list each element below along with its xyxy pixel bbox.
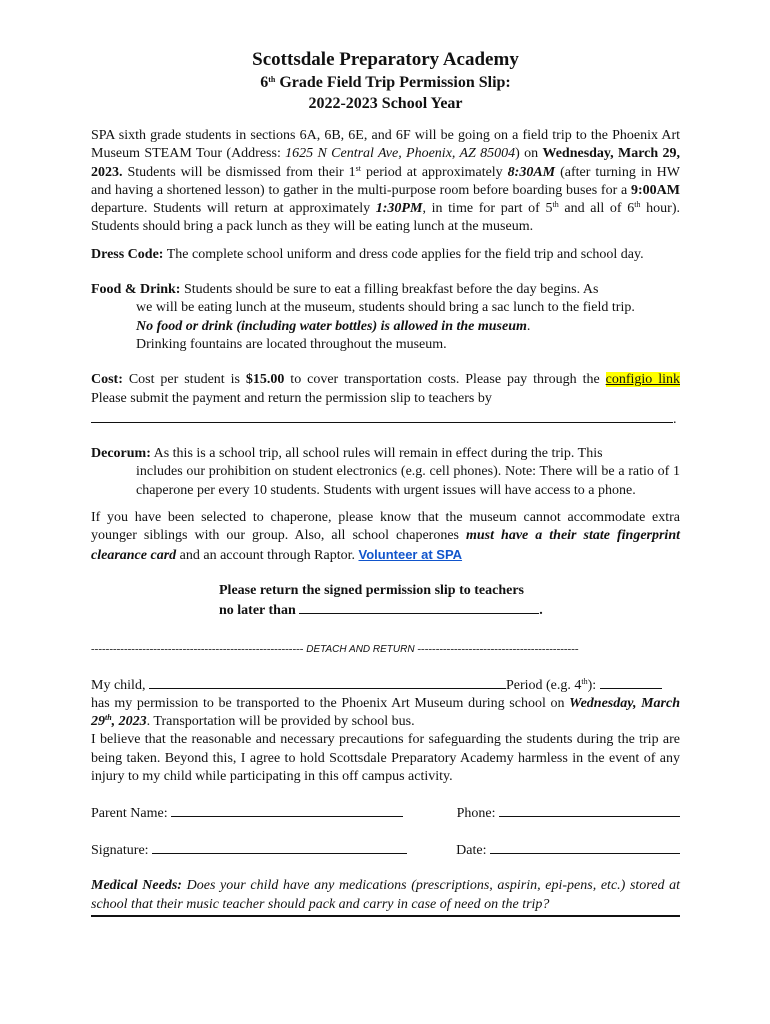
cost-paragraph: Cost: Cost per student is $15.00 to cover transportation costs. Please pay through the configio link Please submit the payment and return the permission slip to teachers by <box>91 372 680 406</box>
food-drink: Food & Drink: Students should be sure to eat a filling breakfast before the day begins. As we will be eating lunch at the museum, students should bring a sac lunch to the field trip. No food or drink (including water bottles) is allowed in the museum. Drinking fountains are located throughout the museum. <box>91 282 635 352</box>
phone-field[interactable] <box>499 803 680 817</box>
period-field[interactable] <box>600 675 662 689</box>
child-name-field[interactable] <box>149 675 506 689</box>
detach-line: ---------------------------------------------------------- DETACH AND RETURN -------------------------------------------- <box>91 642 579 655</box>
configio-link[interactable]: configio link <box>605 372 680 388</box>
school-name: Scottsdale Preparatory Academy <box>252 49 519 70</box>
consent-form: My child, Period (e.g. 4th): has my permission to be transported to the Phoenix Art Museum during school on Wednesday, March 29th, 2023. Transportation will be provided by school bus. I believe that the reasonable and necessary precautions for safeguarding the students during the trip are being taken. Beyond this, I agree to hold Scottsdale Preparatory Academy harmless in the event of any injury to my child while participating in this off campus activity. <box>91 676 680 785</box>
permission-slip <box>91 48 680 917</box>
date-field[interactable] <box>490 840 680 854</box>
medical-needs: Medical Needs: Does your child have any medications (prescriptions, aspirin, epi-pens, etc.) stored at school that their music teacher should pack and carry in case of need on the trip? <box>91 877 680 917</box>
volunteer-link[interactable]: Volunteer at SPA <box>358 546 463 562</box>
cost-deadline-blank: . <box>91 408 680 429</box>
parent-phone-row: Parent Name: Phone: <box>91 803 680 823</box>
signature-field[interactable] <box>152 840 407 854</box>
parent-name-field[interactable] <box>171 803 403 817</box>
intro-paragraph: SPA sixth grade students in sections 6A, 6B, 6E, and 6F will be going on a field trip to the Phoenix Art Museum STEAM Tour (Address: 1625 N Central Ave, Phoenix, AZ 85004) on Wednesday, March 29, 2023. Students will be dismissed from their 1st period at approximately 8:30AM (after turning in HW and having a shortened lesson) to gather in the multi-purpose room before boarding buses for a 9:00AM departure. Students will return at approximately 1:30PM, in time for part of 5th and all of 6th hour). Students should bring a pack lunch as they will be eating lunch at the museum. <box>91 128 680 235</box>
dress-code: Dress Code: The complete school uniform and dress code applies for the field trip and school day. <box>91 246 644 262</box>
return-note: Please return the signed permission slip to teachers no later than . <box>219 582 543 619</box>
decorum: Decorum: As this is a school trip, all school rules will remain in effect during the trip. This includes our prohibition on student electronics (e.g. cell phones). Note: There will be a ratio of 1 chaperone per every 10 students. Students with urgent issues will have access to a phone. <box>91 446 680 498</box>
signature-date-row: Signature: Date: <box>91 840 680 860</box>
school-year: 2022-2023 School Year <box>308 95 463 112</box>
chaperone-paragraph: If you have been selected to chaperone, please know that the museum cannot accommodate extra younger siblings with our group. Also, all school chaperones must have a their state fingerprint clearance card and an account through Raptor. Volunteer at SPA <box>91 510 680 563</box>
slip-title: 6th Grade Field Trip Permission Slip: <box>260 74 511 91</box>
